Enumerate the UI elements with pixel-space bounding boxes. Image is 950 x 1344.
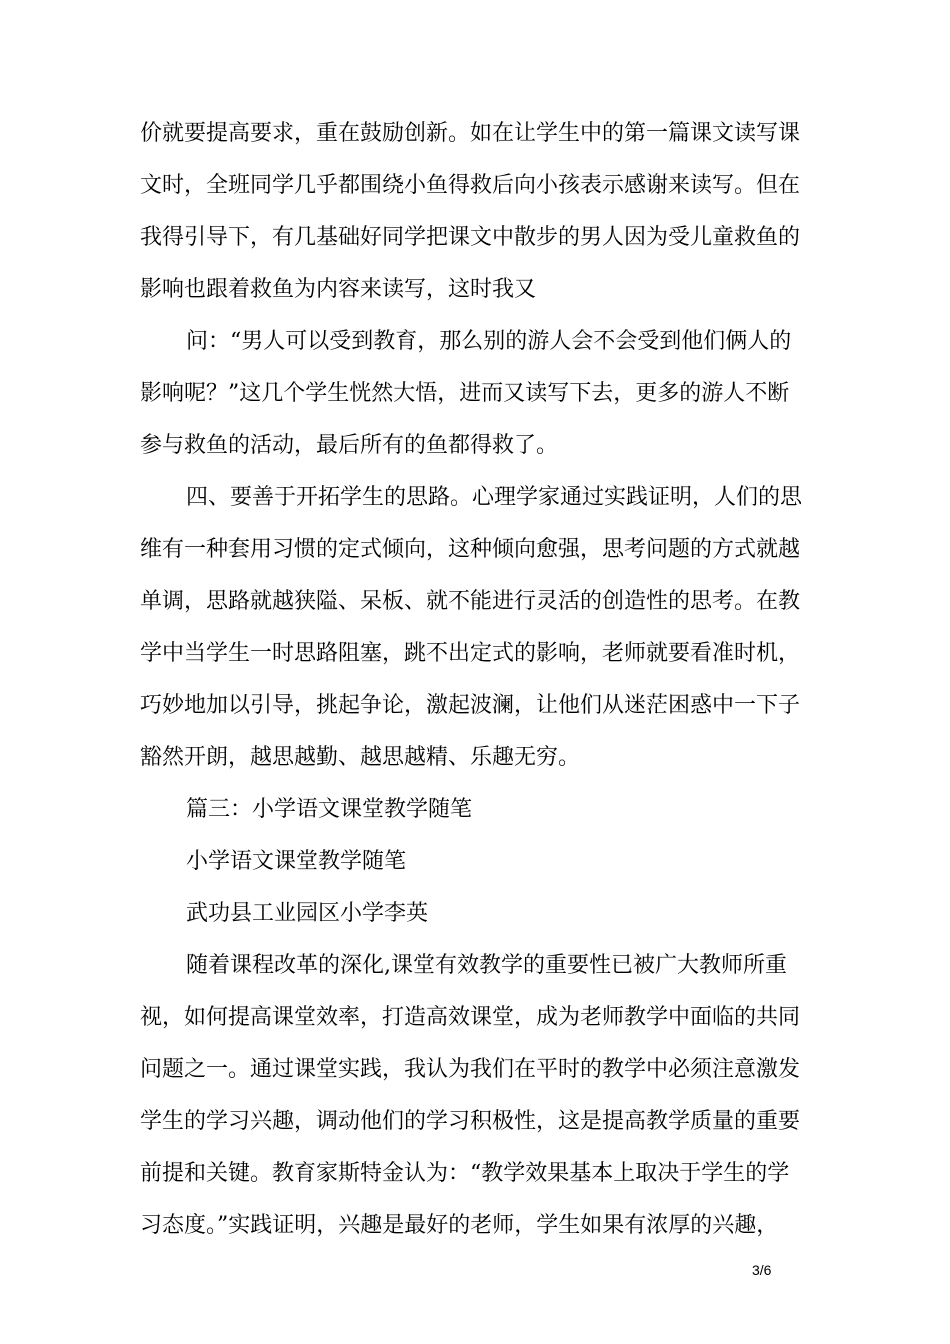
text-line: 问：“男人可以受到教育，那么别的游人会不会受到他们俩人的 [186, 329, 792, 354]
section-heading: 篇三：小学语文课堂教学随笔 [186, 797, 473, 822]
text-line: 学中当学生一时思路阻塞，跳不出定式的影响，老师就要看准时机， [140, 641, 801, 666]
text-line: 价就要提高要求，重在鼓励创新。如在让学生中的第一篇课文读写课 [140, 121, 801, 146]
text-line: 影响呢？”这几个学生恍然大悟，进而又读写下去，更多的游人不断 [140, 381, 790, 406]
text-line: 文时，全班同学几乎都围绕小鱼得救后向小孩表示感谢来读写。但在 [140, 173, 801, 198]
text-line: 随着课程改革的深化,课堂有效教学的重要性已被广大教师所重 [186, 953, 787, 978]
text-line: 影响也跟着救鱼为内容来读写，这时我又 [140, 277, 537, 302]
text-line: 巧妙地加以引导，挑起争论，激起波澜，让他们从迷茫困惑中一下子 [140, 693, 801, 718]
text-line: 单调，思路就越狭隘、呆板、就不能进行灵活的创造性的思考。在教 [140, 589, 801, 614]
text-line: 四、要善于开拓学生的思路。心理学家通过实践证明，人们的思 [186, 485, 803, 510]
text-line: 前提和关键。教育家斯特金认为：“教学效果基本上取决于学生的学 [140, 1161, 790, 1186]
text-line: 豁然开朗，越思越勤、越思越精、乐趣无穷。 [140, 745, 581, 770]
text-line: 维有一种套用习惯的定式倾向，这种倾向愈强，思考问题的方式就越 [140, 537, 801, 562]
text-line: 视，如何提高课堂效率，打造高效课堂，成为老师教学中面临的共同 [140, 1005, 801, 1030]
text-line: 习态度。”实践证明，兴趣是最好的老师，学生如果有浓厚的兴趣， [140, 1213, 779, 1238]
text-line: 问题之一。通过课堂实践，我认为我们在平时的教学中必须注意激发 [140, 1057, 801, 1082]
author-line: 武功县工业园区小学李英 [186, 901, 429, 926]
text-line: 参与救鱼的活动，最后所有的鱼都得救了。 [140, 433, 559, 458]
text-line: 学生的学习兴趣，调动他们的学习积极性，这是提高教学质量的重要 [140, 1109, 801, 1134]
page-number: 3/6 [752, 1262, 772, 1278]
article-title: 小学语文课堂教学随笔 [186, 849, 407, 874]
text-line: 我得引导下，有几基础好同学把课文中散步的男人因为受儿童救鱼的 [140, 225, 801, 250]
